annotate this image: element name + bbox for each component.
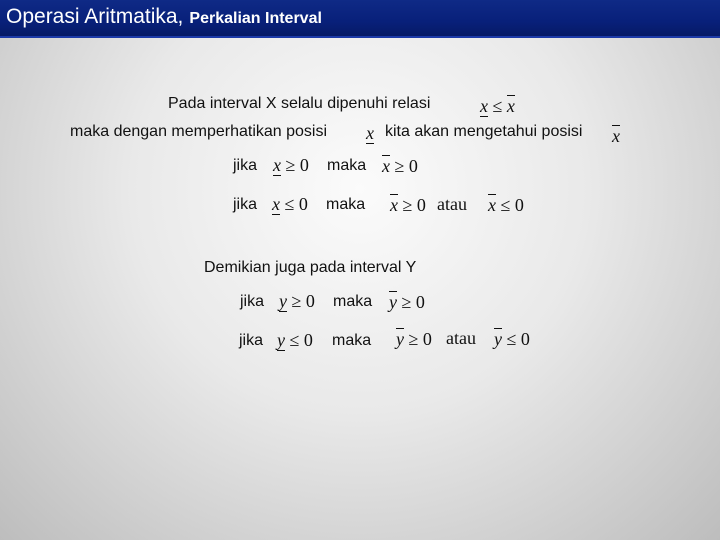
result-op: ≥ [394,156,405,176]
x-case-1-condition [273,155,309,176]
y-case-1-maka: maka [333,293,373,310]
result-val: 0 [416,195,426,215]
y-case-2-jika: jika [239,332,264,349]
cond-op: ≥ [291,291,302,311]
cond-op: ≤ [289,330,300,350]
cond-val: 0 [298,194,308,214]
y-case-2-condition [277,330,313,351]
y-case-1-jika: jika [240,293,265,310]
cond-var: x [272,194,280,214]
intro-line-2-part-2: kita akan mengetahui posisi [385,123,583,140]
result-op: ≤ [506,329,517,349]
cond-val: 0 [305,291,315,311]
intro-var-lower [366,123,374,144]
x-case-1-jika: jika [233,157,258,174]
y-case-2-result-1 [396,328,432,350]
intro-var-upper [612,125,620,147]
cond-var: y [279,291,287,311]
y-case-2-maka: maka [332,332,372,349]
result-var: y [494,329,502,349]
y-intro: Demikian juga pada interval Y [204,259,417,276]
intro-relation [480,95,515,117]
result-val: 0 [422,329,432,349]
title-sub-text: Perkalian Interval [189,10,322,27]
result-op: ≥ [408,329,419,349]
x-case-2-atau: atau [437,194,467,214]
result-var: x [390,195,398,215]
y-case-2-atau: atau [446,328,476,348]
x-case-2-maka: maka [326,196,366,213]
cond-val: 0 [303,330,313,350]
var-upper-text: x [612,126,620,146]
x-case-2-condition [272,194,308,215]
result-val: 0 [415,292,425,312]
y-case-2-result-2 [494,328,530,350]
x-case-1-result [382,155,418,177]
result-op: ≥ [401,292,412,312]
x-case-2-result-2 [488,194,524,216]
result-op: ≤ [500,195,511,215]
title-main-text: Operasi Aritmatika, [6,5,184,28]
relation-lhs-var: x [480,96,488,116]
cond-var: x [273,155,281,175]
x-case-1-maka: maka [327,157,367,174]
intro-line-1: Pada interval X selalu dipenuhi relasi [168,95,431,112]
relation-rhs-var: x [506,96,515,116]
x-case-2-jika: jika [233,196,258,213]
cond-op: ≥ [285,155,296,175]
relation-op: ≤ [492,96,503,116]
result-val: 0 [514,195,524,215]
result-val: 0 [408,156,418,176]
slide-title [6,5,322,29]
y-case-1-condition [279,291,315,312]
title-bar [0,0,720,38]
result-var: y [396,329,404,349]
result-var: x [488,195,496,215]
result-var: y [389,292,397,312]
result-val: 0 [520,329,530,349]
result-op: ≥ [402,195,413,215]
var-lower-text: x [366,123,374,143]
cond-val: 0 [299,155,309,175]
intro-line-2-part-1: maka dengan memperhatikan posisi [70,123,328,140]
y-case-1-result [389,291,425,313]
cond-op: ≤ [284,194,295,214]
result-var: x [382,156,390,176]
cond-var: y [277,330,285,350]
x-case-2-result-1 [390,194,426,216]
